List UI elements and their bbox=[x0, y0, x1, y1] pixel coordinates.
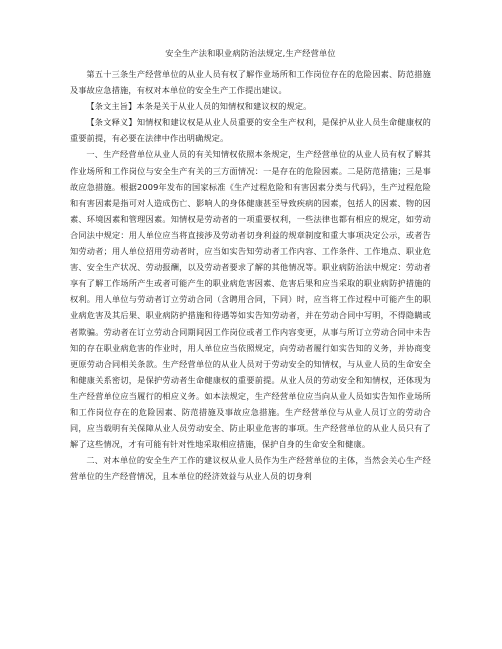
paragraph-article-interpretation: 【条文释义】知情权和建议权是从业人员重要的安全生产权利，是保护从业人员生命健康权的重要前提，有必要在法律中作出明确规定。 bbox=[70, 117, 431, 144]
paragraph-article-gist: 【条文主旨】本条是关于从业人员的知情权和建议权的规定。 bbox=[86, 101, 312, 112]
paragraph-right-to-suggest: 二、对本单位的安全生产工作的建议权从业人员作为生产经营单位的主体，当然会关心生产经营单位的生产经营情况，且本单位的经济效益与从业人员的切身利 bbox=[70, 455, 431, 482]
paragraph-right-to-know: 一、生产经营单位从业人员的有关知情权依照本条规定，生产经营单位的从业人员有权了解其作业场所和工作岗位与安全生产有关的三方面情况：一是存在的危险因素。二是防范措施；三是事故应急措施。根据2009年发布的国家标准《生产过程危险和有害因素分类与代码》，生产过程危险和有害因素是指可对人造成伤亡、影响人的身体健康甚至导致疾病的因素，包括人的因素、物的因素、环境因素和管理因素。知情权是劳动者的一项重要权利，一些法律也都有相应的规定，如劳动合同法中规定：用人单位应当将直接涉及劳动者切身利益的规章制度和重大事项决定公示，或者告知劳动者；用人单位招用劳动者时，应当如实告知劳动者工作内容、工作条件、工作地点、职业危害、安全生产状况、劳动报酬，以及劳动者要求了解的其他情况等。职业病防治法中规定：劳动者享有了解工作场所产生或者可能产生的职业病危害因素、危害后果和应当采取的职业病防护措施的权利。用人单位与劳动者订立劳动合同（含聘用合同，下同）时，应当将工作过程中可能产生的职业病危害及其后果、职业病防护措施和待遇等如实告知劳动者，并在劳动合同中写明，不得隐瞒或者欺骗。劳动者在订立劳动合同期间因工作岗位或者工作内容变更，从事与所订立劳动合同中未告知的存在职业病危害的作业时，用人单位应当依照规定，向劳动者履行如实告知的义务，并协商变更原劳动合同相关条款。生产经营单位的从业人员对于劳动安全的知情权，与从业人员的生命安全和健康关系密切，是保护劳动者生命健康权的重要前提。从业人员的劳动安全和知情权，还体现为生产经营单位应当履行的相应义务。如本法规定，生产经营单位应当向从业人员如实告知作业场所和工作岗位存在的危险因素、防范措施及事故应急措施。生产经营单位与从业人员订立的劳动合同，应当载明有关保障从业人员劳动安全、防止职业危害的事项。生产经营单位的从业人员只有了解了这些情况，才有可能有针对性地采取相应措施，保护自身的生命安全和健康。 bbox=[70, 149, 431, 450]
document-title: 安全生产法和职业病防治法规定,生产经营单位 bbox=[165, 48, 336, 58]
paragraph-article-53: 第五十三条生产经营单位的从业人员有权了解作业场所和工作岗位存在的危险因素、防范措施及事故应急措施，有权对本单位的安全生产工作提出建议。 bbox=[70, 69, 431, 96]
